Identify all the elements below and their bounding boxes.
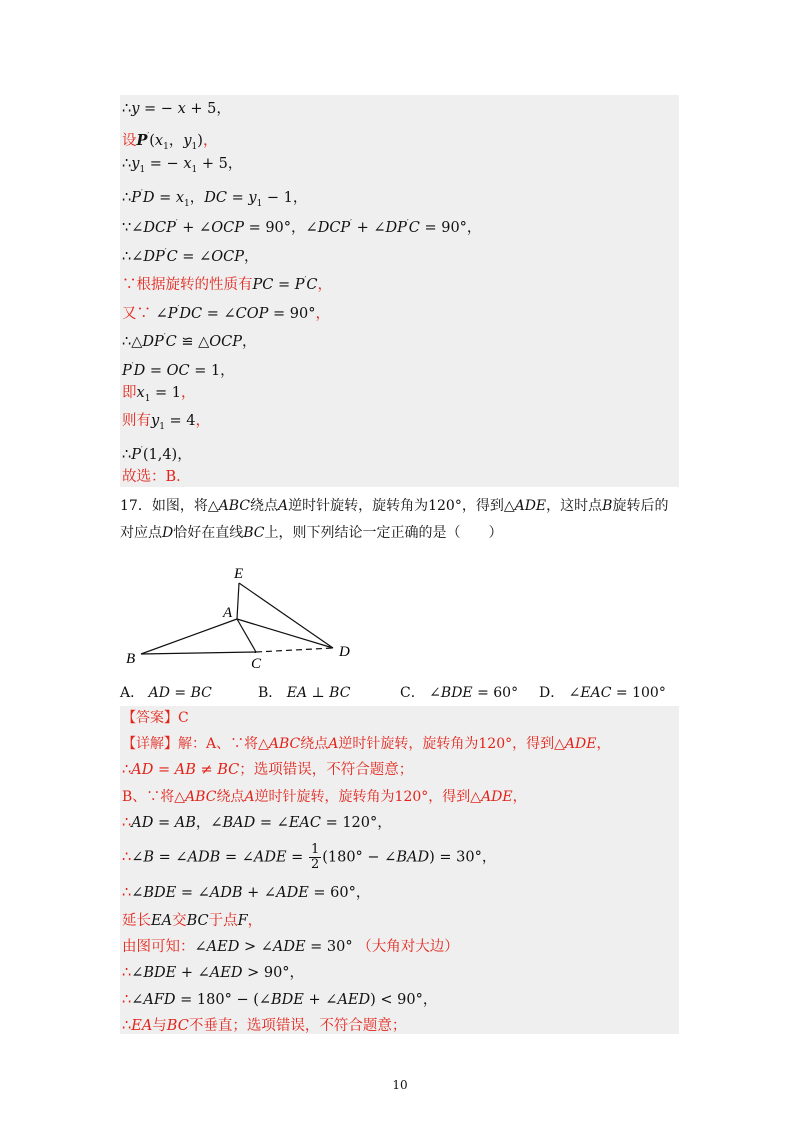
page-number: 10 <box>392 1078 408 1092</box>
solution-line-1: ∴y = − x + 5， <box>122 101 231 117</box>
question-line-2: 对应点D恰好在直线BC上，则下列结论一定正确的是（ ） <box>120 525 503 541</box>
option-b: B． EA ⊥ BC <box>258 685 351 701</box>
answer-line-2: ∴AD = AB ≠ BC；选项错误，不符合题意； <box>122 762 414 778</box>
answer-line-6: ∴∠BDE = ∠ADB + ∠ADE = 60°， <box>122 885 371 901</box>
solution-line-8: 又∵ ∠P′DC = ∠COP = 90°， <box>122 304 330 322</box>
solution-line-7: ∵根据旋转的性质有PC = P′C， <box>122 275 332 293</box>
label-E: E <box>234 566 244 582</box>
option-d: D． ∠EAC = 100° <box>539 685 666 701</box>
answer-line-7: 延长EA交BC于点F， <box>122 913 263 929</box>
segment-CD-dashed <box>256 648 333 652</box>
solution-line-2: 设$P'(x_1$，$y_1$)， <box>122 131 218 152</box>
answer-line-10: ∴∠AFD = 180° − (∠BDE + ∠AED) < 90°， <box>122 992 438 1008</box>
label-D: D <box>339 644 350 660</box>
answer-line-5: ∴∠B = ∠ADB = ∠ADE = $\frac{1}{2}$ (180° − ∠BAD) = 30°， <box>122 842 497 872</box>
solution-line-3: $\therefore y_1$ = − $x_1 + 5$， <box>122 156 243 175</box>
answer-line-1: 【详解】解：A、∵将△ABC绕点A逆时针旋转，旋转角为120°，得到△ADE， <box>122 736 611 752</box>
question-line-1: 17．如图，将△ABC绕点A逆时针旋转，旋转角为120°，得到△ADE，这时点B旋转后的 <box>120 498 669 514</box>
segment-AE <box>237 583 239 619</box>
solution-line-9: ∴△DP′C ≌ △OCP， <box>122 332 257 350</box>
answer-line-8: 由图可知：∠AED > ∠ADE = 30° （大角对大边） <box>122 939 459 955</box>
solution-line-12: 则有$y_1 = 4$， <box>122 413 211 432</box>
solution-line-4: ∴P′D = $x_1$，DC = $y_1 - 1$， <box>122 188 308 209</box>
solution-line-14: 故选：B． <box>122 469 191 485</box>
label-A: A <box>223 605 233 621</box>
geometry-figure <box>120 560 370 672</box>
label-B: B <box>126 651 136 667</box>
answer-line-11: ∴EA与BC不垂直；选项错误，不符合题意； <box>122 1018 407 1034</box>
answer-line-4: ∴AD = AB，∠BAD = ∠EAC = 120°， <box>122 815 392 831</box>
label-C: C <box>251 656 262 672</box>
option-a: A． AD = BC <box>120 685 212 701</box>
segment-ED <box>239 583 333 648</box>
segment-BA <box>141 619 237 654</box>
answer-line-3: B、∵将△ABC绕点A逆时针旋转，旋转角为120°，得到△ADE， <box>122 789 527 805</box>
solution-line-13: ∴P′(1,4)， <box>122 445 192 463</box>
solution-line-10: P′D = OC = 1， <box>122 361 235 379</box>
solution-line-6: ∴∠DP′C = ∠OCP， <box>122 247 259 265</box>
option-c: C． ∠BDE = 60° <box>400 685 519 701</box>
answer-label: 【答案】C <box>122 710 189 726</box>
solution-line-11: 即$x_1 = 1$， <box>122 385 196 404</box>
answer-line-9: ∴∠BDE + ∠AED > 90°， <box>122 965 305 981</box>
solution-line-5: ∵∠DCP′ + ∠OCP = 90°，∠DCP′ + ∠DP′C = 90°， <box>122 218 482 236</box>
segment-BC <box>141 652 256 654</box>
